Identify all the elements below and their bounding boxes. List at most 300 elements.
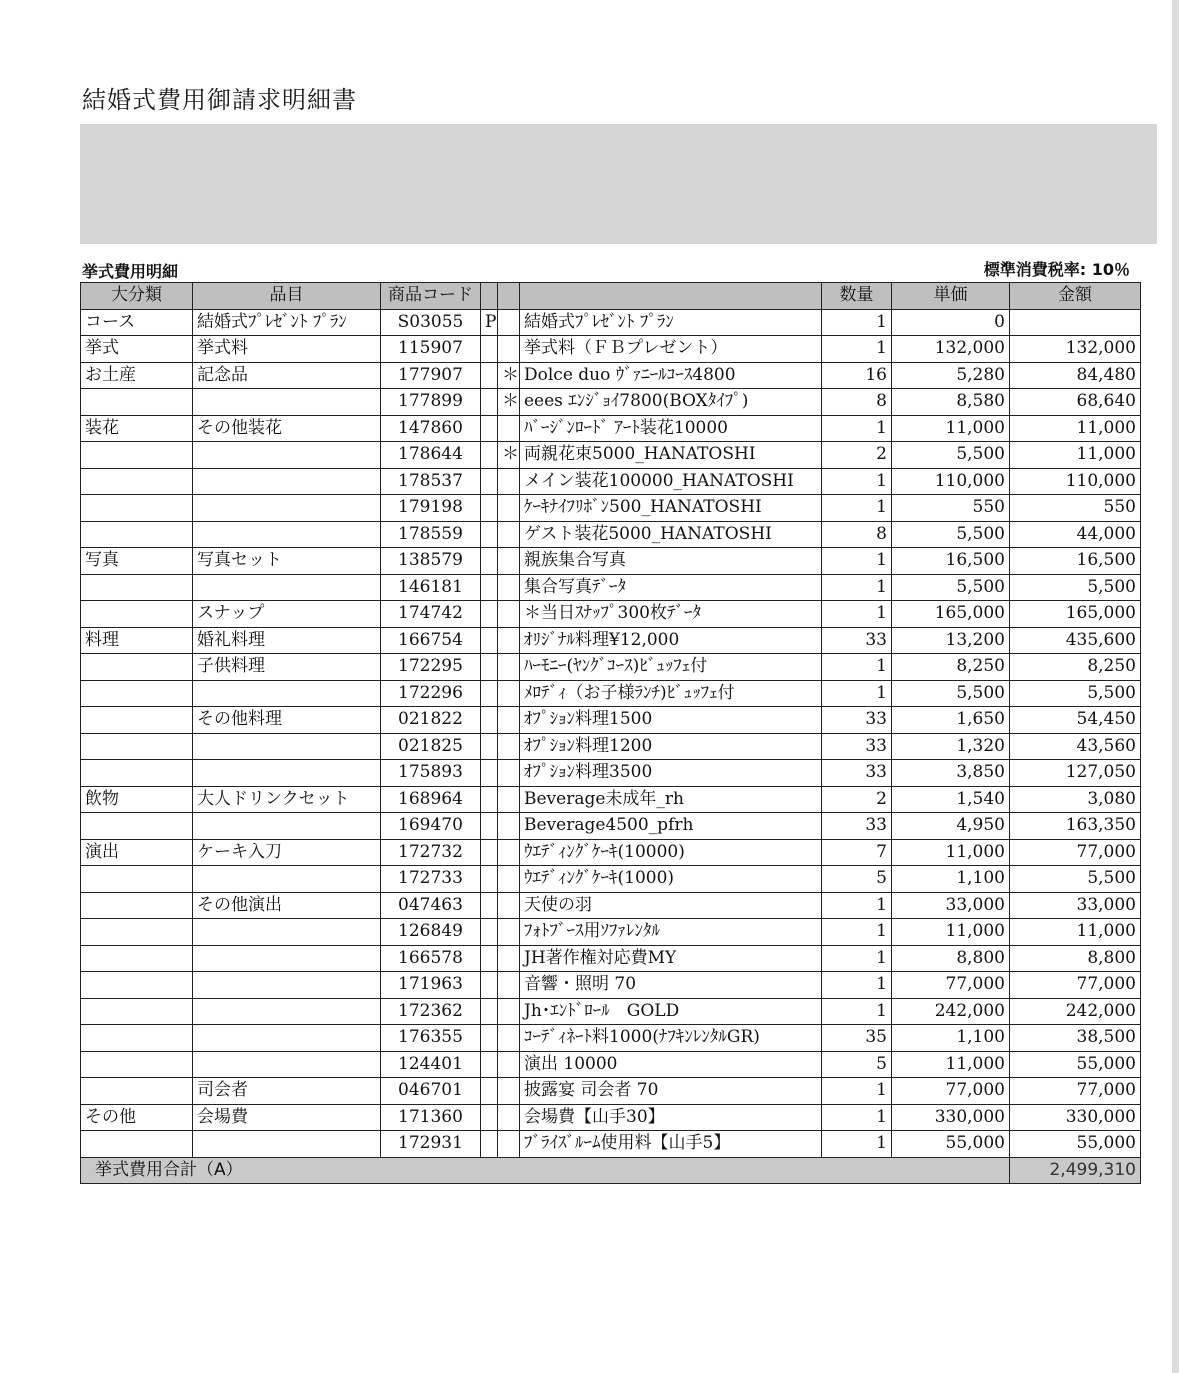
table-row [81,1025,1141,1052]
description-cell: 集合写真ﾃﾞｰﾀ [520,574,822,601]
header-mark [498,283,520,310]
mark-cell [498,866,520,893]
total-label: 挙式費用合計（A） [81,1157,1010,1184]
category-cell [81,998,193,1025]
flag-cell [481,919,498,946]
unit-price-cell: 3,850 [892,760,1010,787]
category-cell [81,654,193,681]
unit-price-cell: 242,000 [892,998,1010,1025]
flag-cell [481,998,498,1025]
description-cell: Dolce duo ｳﾞｧﾆｰﾙｺｰｽ4800 [520,362,822,389]
unit-price-cell: 55,000 [892,1131,1010,1158]
quantity-cell: 7 [822,839,892,866]
amount-cell: 44,000 [1010,521,1141,548]
item-cell [193,442,381,469]
table-row [81,998,1141,1025]
table-row [81,389,1141,416]
header-product-code: 商品コード [381,283,481,310]
flag-cell [481,495,498,522]
product-code-cell: 172295 [381,654,481,681]
category-cell [81,442,193,469]
quantity-cell: 33 [822,733,892,760]
item-cell: 記念品 [193,362,381,389]
category-cell [81,919,193,946]
category-cell: お土産 [81,362,193,389]
quantity-cell: 5 [822,866,892,893]
description-cell: ｵﾌﾟｼｮﾝ料理3500 [520,760,822,787]
unit-price-cell: 132,000 [892,336,1010,363]
product-code-cell: 168964 [381,786,481,813]
unit-price-cell: 77,000 [892,972,1010,999]
flag-cell [481,654,498,681]
table-row [81,760,1141,787]
table-row [81,442,1141,469]
category-cell: その他 [81,1104,193,1131]
mark-cell [498,813,520,840]
category-cell: 写真 [81,548,193,575]
mark-cell [498,336,520,363]
item-cell [193,945,381,972]
product-code-cell: 147860 [381,415,481,442]
unit-price-cell: 165,000 [892,601,1010,628]
item-cell [193,813,381,840]
unit-price-cell: 5,500 [892,574,1010,601]
table-row [81,548,1141,575]
item-cell [193,733,381,760]
table-row [81,919,1141,946]
category-cell [81,733,193,760]
item-cell [193,574,381,601]
product-code-cell: 146181 [381,574,481,601]
category-cell [81,892,193,919]
amount-cell: 550 [1010,495,1141,522]
quantity-cell: 33 [822,760,892,787]
description-cell: ｳｴﾃﾞｨﾝｸﾞｹｰｷ(10000) [520,839,822,866]
table-row [81,1078,1141,1105]
amount-cell: 54,450 [1010,707,1141,734]
amount-cell: 11,000 [1010,442,1141,469]
category-cell [81,1078,193,1105]
mark-cell [498,1104,520,1131]
amount-cell: 110,000 [1010,468,1141,495]
unit-price-cell: 33,000 [892,892,1010,919]
product-code-cell: 178559 [381,521,481,548]
section-label: 挙式費用明細 [82,262,179,281]
item-cell: 司会者 [193,1078,381,1105]
description-cell: Jh･ｴﾝﾄﾞﾛｰﾙ GOLD [520,998,822,1025]
unit-price-cell: 8,250 [892,654,1010,681]
mark-cell [498,919,520,946]
description-cell: ﾊｰﾓﾆｰ(ﾔﾝｸﾞｺｰｽ)ﾋﾞｭｯﾌｪ付 [520,654,822,681]
unit-price-cell: 16,500 [892,548,1010,575]
category-cell: 装花 [81,415,193,442]
mark-cell [498,680,520,707]
quantity-cell: 1 [822,654,892,681]
category-cell: 飲物 [81,786,193,813]
amount-cell: 33,000 [1010,892,1141,919]
header-flag [481,283,498,310]
product-code-cell: 166754 [381,627,481,654]
product-code-cell: 175893 [381,760,481,787]
description-cell: 会場費【山手30】 [520,1104,822,1131]
category-cell [81,680,193,707]
mark-cell [498,574,520,601]
quantity-cell: 33 [822,813,892,840]
table-row [81,1051,1141,1078]
table-row [81,362,1141,389]
flag-cell [481,786,498,813]
flag-cell [481,680,498,707]
amount-cell: 68,640 [1010,389,1141,416]
amount-cell: 5,500 [1010,680,1141,707]
amount-cell: 77,000 [1010,1078,1141,1105]
flag-cell [481,627,498,654]
quantity-cell: 16 [822,362,892,389]
table-row [81,468,1141,495]
unit-price-cell: 5,500 [892,680,1010,707]
table-row [81,707,1141,734]
amount-cell: 330,000 [1010,1104,1141,1131]
unit-price-cell: 5,500 [892,442,1010,469]
mark-cell [498,654,520,681]
header-unit-price: 単価 [892,283,1010,310]
quantity-cell: 33 [822,627,892,654]
flag-cell [481,1104,498,1131]
item-cell [193,468,381,495]
flag-cell: P [481,309,498,336]
tax-rate-label: 標準消費税率: 10％ [983,260,1130,279]
amount-cell: 132,000 [1010,336,1141,363]
header-quantity: 数量 [822,283,892,310]
mark-cell: ＊ [498,442,520,469]
item-cell: 子供料理 [193,654,381,681]
table-row [81,733,1141,760]
quantity-cell: 1 [822,309,892,336]
quantity-cell: 1 [822,1078,892,1105]
quantity-cell: 1 [822,574,892,601]
category-cell [81,1131,193,1158]
category-cell [81,1051,193,1078]
amount-cell: 242,000 [1010,998,1141,1025]
description-cell: 結婚式ﾌﾟﾚｾﾞﾝﾄ ﾌﾟﾗﾝ [520,309,822,336]
quantity-cell: 1 [822,336,892,363]
unit-price-cell: 110,000 [892,468,1010,495]
description-cell: ｵﾘｼﾞﾅﾙ料理¥12,000 [520,627,822,654]
table-row [81,1104,1141,1131]
item-cell: 婚礼料理 [193,627,381,654]
quantity-cell: 33 [822,707,892,734]
mark-cell [498,945,520,972]
mark-cell [498,892,520,919]
table-row [81,680,1141,707]
item-cell [193,866,381,893]
unit-price-cell: 8,580 [892,389,1010,416]
unit-price-cell: 77,000 [892,1078,1010,1105]
product-code-cell: 178537 [381,468,481,495]
category-cell [81,495,193,522]
description-cell: ＊当日ｽﾅｯﾌﾟ300枚ﾃﾞｰﾀ [520,601,822,628]
quantity-cell: 1 [822,1131,892,1158]
item-cell: 大人ドリンクセット [193,786,381,813]
item-cell: その他演出 [193,892,381,919]
description-cell: Beverage未成年_rh [520,786,822,813]
description-cell: ﾊﾞｰｼﾞﾝﾛｰﾄﾞ ｱｰﾄ装花10000 [520,415,822,442]
description-cell: 親族集合写真 [520,548,822,575]
description-cell: 天使の羽 [520,892,822,919]
description-cell: 披露宴 司会者 70 [520,1078,822,1105]
amount-cell: 435,600 [1010,627,1141,654]
mark-cell [498,972,520,999]
item-cell [193,1051,381,1078]
amount-cell: 84,480 [1010,362,1141,389]
quantity-cell: 2 [822,786,892,813]
table-row [81,945,1141,972]
item-cell: 挙式料 [193,336,381,363]
mark-cell [498,998,520,1025]
category-cell [81,468,193,495]
category-cell [81,760,193,787]
category-cell: 料理 [81,627,193,654]
flag-cell [481,892,498,919]
item-cell [193,1131,381,1158]
unit-price-cell: 1,100 [892,1025,1010,1052]
quantity-cell: 2 [822,442,892,469]
category-cell [81,521,193,548]
flag-cell [481,548,498,575]
mark-cell: ＊ [498,362,520,389]
table-row [81,336,1141,363]
flag-cell [481,1131,498,1158]
unit-price-cell: 5,500 [892,521,1010,548]
product-code-cell: 177899 [381,389,481,416]
table-body [81,309,1141,1157]
flag-cell [481,1025,498,1052]
category-cell [81,601,193,628]
item-cell: ケーキ入刀 [193,839,381,866]
description-cell: 音響・照明 70 [520,972,822,999]
product-code-cell: 021825 [381,733,481,760]
table-row [81,574,1141,601]
flag-cell [481,415,498,442]
quantity-cell: 1 [822,972,892,999]
product-code-cell: 172296 [381,680,481,707]
product-code-cell: 047463 [381,892,481,919]
description-cell: ﾒﾛﾃﾞｨ（お子様ﾗﾝﾁ)ﾋﾞｭｯﾌｪ付 [520,680,822,707]
quantity-cell: 1 [822,892,892,919]
category-cell [81,1025,193,1052]
flag-cell [481,336,498,363]
amount-cell: 5,500 [1010,866,1141,893]
item-cell [193,680,381,707]
amount-cell: 163,350 [1010,813,1141,840]
item-cell: スナップ [193,601,381,628]
product-code-cell: 176355 [381,1025,481,1052]
item-cell [193,521,381,548]
page-edge [1172,0,1179,1373]
product-code-cell: 126849 [381,919,481,946]
item-cell: 結婚式ﾌﾟﾚｾﾞﾝﾄ ﾌﾟﾗﾝ [193,309,381,336]
flag-cell [481,362,498,389]
amount-cell: 55,000 [1010,1051,1141,1078]
product-code-cell: 172362 [381,998,481,1025]
table-row [81,309,1141,336]
description-cell: ｵﾌﾟｼｮﾝ料理1200 [520,733,822,760]
amount-cell: 8,250 [1010,654,1141,681]
description-cell: ｺｰﾃﾞｨﾈｰﾄ料1000(ﾅﾌｷﾝﾚﾝﾀﾙGR) [520,1025,822,1052]
mark-cell [498,415,520,442]
table-row [81,601,1141,628]
amount-cell: 11,000 [1010,919,1141,946]
category-cell: コース [81,309,193,336]
product-code-cell: 179198 [381,495,481,522]
flag-cell [481,1051,498,1078]
table-row [81,627,1141,654]
flag-cell [481,760,498,787]
unit-price-cell: 11,000 [892,1051,1010,1078]
description-cell: JH著作権対応費MY [520,945,822,972]
mark-cell [498,309,520,336]
description-cell: ｳｴﾃﾞｨﾝｸﾞｹｰｷ(1000) [520,866,822,893]
product-code-cell: S03055 [381,309,481,336]
table-row [81,972,1141,999]
mark-cell [498,707,520,734]
flag-cell [481,813,498,840]
flag-cell [481,707,498,734]
category-cell [81,866,193,893]
header-amount: 金額 [1010,283,1141,310]
mark-cell [498,1078,520,1105]
flag-cell [481,468,498,495]
amount-cell: 5,500 [1010,574,1141,601]
table-row [81,415,1141,442]
amount-cell: 38,500 [1010,1025,1141,1052]
unit-price-cell: 550 [892,495,1010,522]
product-code-cell: 172733 [381,866,481,893]
category-cell [81,945,193,972]
flag-cell [481,1078,498,1105]
table-row [81,839,1141,866]
flag-cell [481,521,498,548]
product-code-cell: 174742 [381,601,481,628]
category-cell: 挙式 [81,336,193,363]
description-cell: ﾌｫﾄﾌﾞｰｽ用ｿﾌｧﾚﾝﾀﾙ [520,919,822,946]
unit-price-cell: 11,000 [892,919,1010,946]
description-cell: 両親花束5000_HANATOSHI [520,442,822,469]
mark-cell [498,1131,520,1158]
redacted-area [80,124,1157,244]
quantity-cell: 1 [822,415,892,442]
item-cell [193,760,381,787]
product-code-cell: 171963 [381,972,481,999]
description-cell: 演出 10000 [520,1051,822,1078]
amount-cell: 127,050 [1010,760,1141,787]
table-row [81,654,1141,681]
item-cell: 会場費 [193,1104,381,1131]
quantity-cell: 1 [822,945,892,972]
quantity-cell: 1 [822,680,892,707]
flag-cell [481,601,498,628]
description-cell: ゲスト装花5000_HANATOSHI [520,521,822,548]
quantity-cell: 1 [822,468,892,495]
item-cell [193,389,381,416]
amount-cell: 11,000 [1010,415,1141,442]
amount-cell: 16,500 [1010,548,1141,575]
amount-cell: 77,000 [1010,972,1141,999]
mark-cell [498,786,520,813]
flag-cell [481,839,498,866]
item-cell: 写真セット [193,548,381,575]
product-code-cell: 178644 [381,442,481,469]
table-row [81,495,1141,522]
amount-cell: 165,000 [1010,601,1141,628]
table-header-row [81,283,1141,310]
category-cell [81,574,193,601]
product-code-cell: 021822 [381,707,481,734]
mark-cell [498,495,520,522]
flag-cell [481,442,498,469]
mark-cell [498,839,520,866]
table-row [81,892,1141,919]
quantity-cell: 8 [822,521,892,548]
table-row [81,521,1141,548]
unit-price-cell: 1,320 [892,733,1010,760]
quantity-cell: 1 [822,1104,892,1131]
category-cell [81,707,193,734]
amount-cell [1010,309,1141,336]
item-cell: その他装花 [193,415,381,442]
description-cell: eees ｴﾝｼﾞｮｲ7800(BOXﾀｲﾌﾟ) [520,389,822,416]
table-row [81,866,1141,893]
item-cell: その他料理 [193,707,381,734]
description-cell: ｵﾌﾟｼｮﾝ料理1500 [520,707,822,734]
category-cell [81,972,193,999]
mark-cell [498,548,520,575]
category-cell: 演出 [81,839,193,866]
mark-cell [498,733,520,760]
category-cell [81,813,193,840]
quantity-cell: 1 [822,601,892,628]
quantity-cell: 35 [822,1025,892,1052]
document-title: 結婚式費用御請求明細書 [82,86,357,114]
item-cell [193,972,381,999]
quantity-cell: 1 [822,998,892,1025]
unit-price-cell: 13,200 [892,627,1010,654]
mark-cell [498,627,520,654]
mark-cell [498,1051,520,1078]
amount-cell: 43,560 [1010,733,1141,760]
product-code-cell: 138579 [381,548,481,575]
quantity-cell: 1 [822,919,892,946]
flag-cell [481,866,498,893]
item-cell [193,919,381,946]
table-row [81,813,1141,840]
unit-price-cell: 11,000 [892,415,1010,442]
quantity-cell: 1 [822,548,892,575]
amount-cell: 77,000 [1010,839,1141,866]
header-category: 大分類 [81,283,193,310]
quantity-cell: 1 [822,495,892,522]
unit-price-cell: 330,000 [892,1104,1010,1131]
amount-cell: 8,800 [1010,945,1141,972]
quantity-cell: 8 [822,389,892,416]
header-description [520,283,822,310]
product-code-cell: 115907 [381,336,481,363]
product-code-cell: 177907 [381,362,481,389]
product-code-cell: 169470 [381,813,481,840]
total-value: 2,499,310 [1010,1157,1141,1184]
mark-cell [498,1025,520,1052]
flag-cell [481,945,498,972]
